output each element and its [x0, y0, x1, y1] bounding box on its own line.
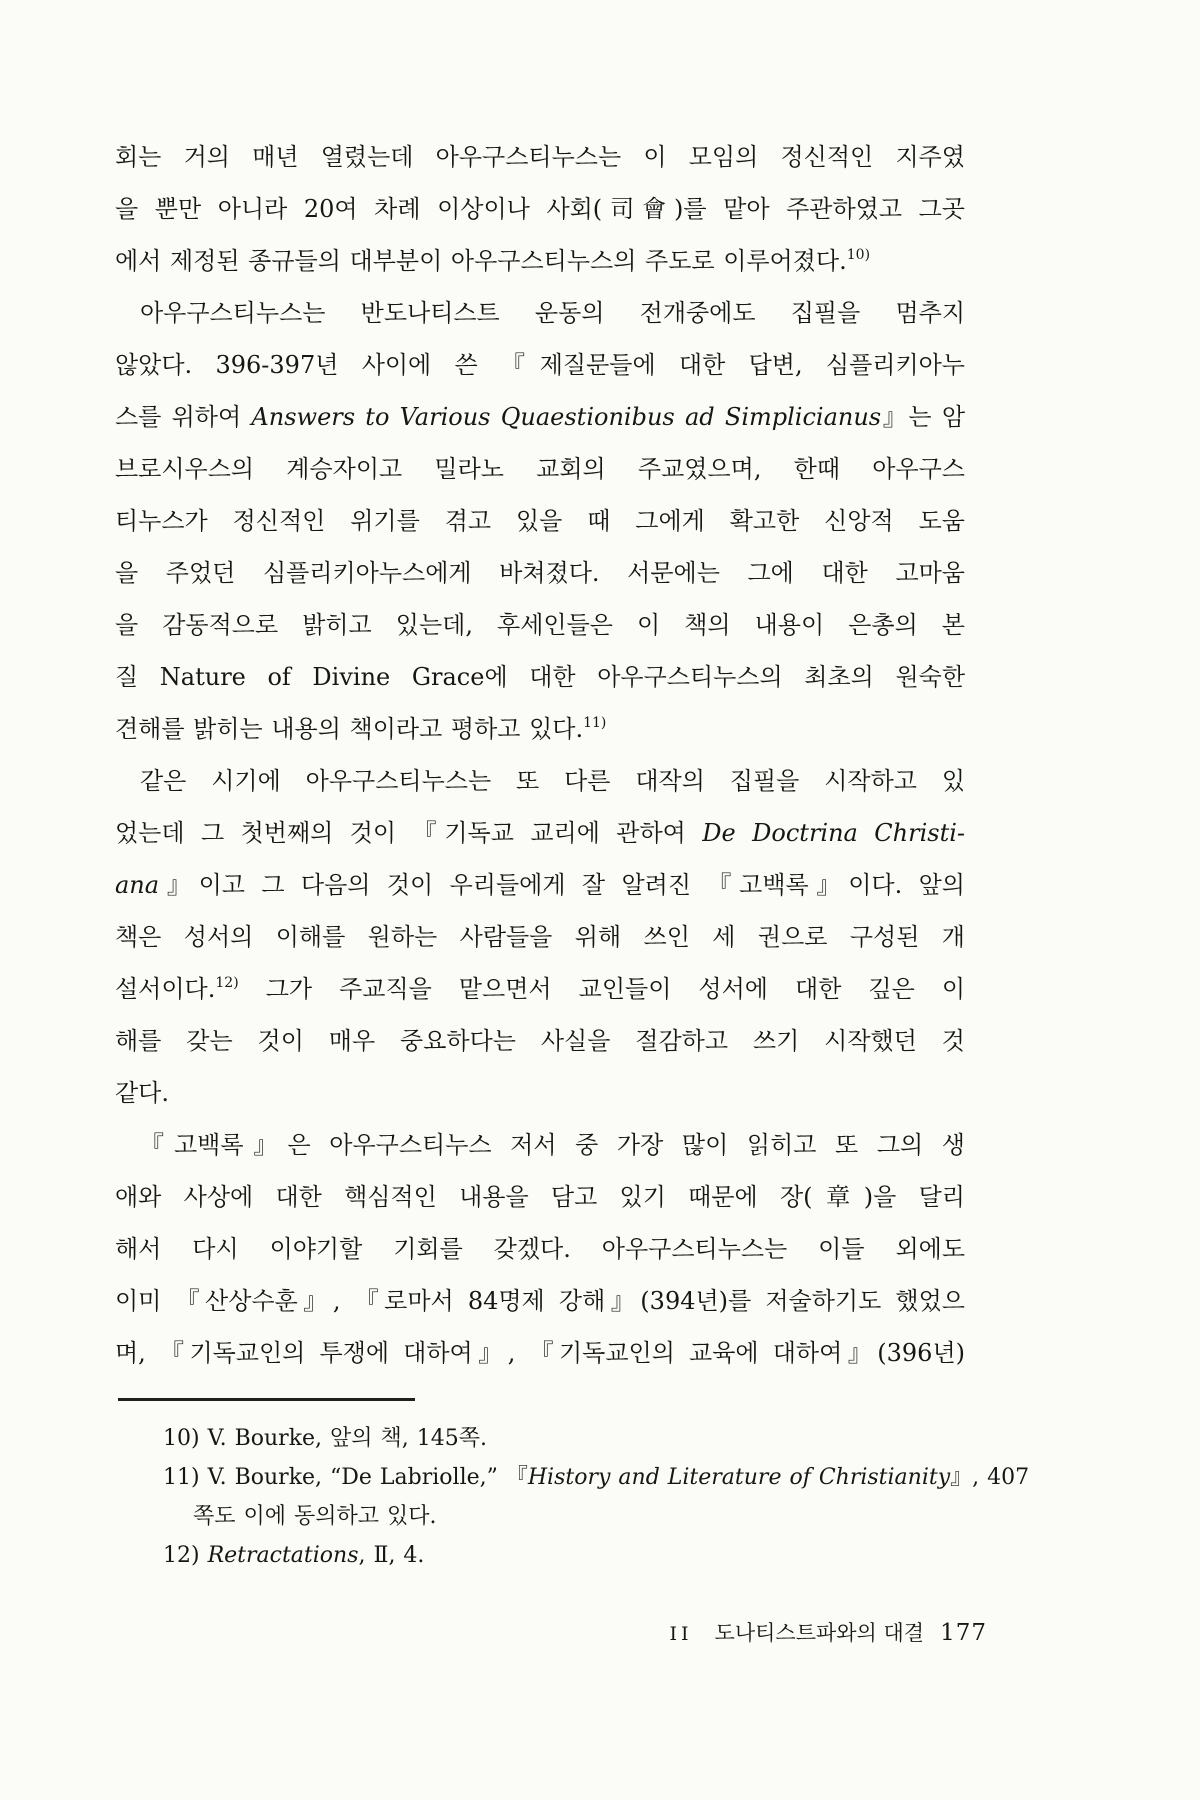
latin-italic-text: De Doctrina Christi-	[702, 819, 966, 847]
footer-section-number: II	[669, 1623, 693, 1645]
text-line	[115, 1275, 965, 1327]
text-segment: 견해를 밝히는 내용의 책이라고 평하고 있다.	[115, 715, 584, 743]
text-segment: 않았다. 396-397년 사이에 쓴 『제질문들에 대한 답변, 심플리키아누	[115, 351, 965, 379]
text-segment: 』이고 그 다음의 것이 우리들에게 잘 알려진 『고백록』이다. 앞의	[159, 871, 965, 899]
text-line	[115, 183, 965, 235]
text-segment: 그가 주교직을 맡으면서 교인들이 성서에 대한 깊은 이	[238, 975, 965, 1003]
text-line	[115, 235, 965, 287]
text-line	[115, 755, 965, 807]
text-segment: 며, 『기독교인의 투쟁에 대하여』, 『기독교인의 교육에 대하여』(396년)	[115, 1339, 965, 1367]
text-segment: 같다.	[115, 1079, 169, 1107]
footer-page-number: 177	[940, 1620, 987, 1646]
latin-italic-text: ana	[115, 871, 160, 899]
text-segment: 책은 성서의 이해를 원하는 사람들을 위해 쓰인 세 권으로 구성된 개	[115, 923, 965, 951]
text-line	[115, 963, 965, 1015]
footnote-continuation-line	[163, 1497, 1098, 1536]
text-line	[115, 391, 965, 443]
text-segment: 었는데 그 첫번째의 것이 『기독교 교리에 관하여	[115, 819, 703, 847]
text-segment: 『고백록』은 아우구스티누스 저서 중 가장 많이 읽히고 또 그의 생	[140, 1131, 965, 1159]
text-line	[115, 1327, 965, 1379]
text-segment: 질 Nature of Divine Grace에 대한 아우구스티누스의 최초의 원숙한	[115, 663, 965, 691]
latin-italic-text: Retractations	[207, 1543, 359, 1568]
text-segment: 티누스가 정신적인 위기를 겪고 있을 때 그에게 확고한 신앙적 도움	[115, 507, 965, 535]
text-segment: 』는 암	[881, 403, 965, 431]
footnote-reference-marker: 12)	[215, 975, 239, 991]
latin-italic-text: History and Literature of Christianity	[527, 1465, 951, 1490]
text-line	[115, 599, 965, 651]
text-line	[115, 547, 965, 599]
text-line	[115, 651, 965, 703]
text-line	[115, 1223, 965, 1275]
text-line	[115, 1067, 965, 1119]
footnotes-list	[163, 1419, 1098, 1575]
text-segment: 해서 다시 이야기할 기회를 갖겠다. 아우구스티누스는 이들 외에도	[115, 1235, 965, 1263]
text-segment: 12)	[163, 1543, 208, 1568]
footer-section-title: 도나티스트파와의 대결	[714, 1621, 925, 1645]
text-line	[115, 495, 965, 547]
text-line	[115, 1015, 965, 1067]
text-line	[115, 911, 965, 963]
text-segment: 스를 위하여	[115, 403, 252, 431]
text-segment: 을 뿐만 아니라 20여 차례 이상이나 사회(司會)를 맡아 주관하였고 그곳	[115, 195, 965, 223]
text-line	[115, 443, 965, 495]
text-segment: 』, 407	[950, 1465, 1030, 1490]
text-segment: , Ⅱ, 4.	[358, 1543, 425, 1568]
text-segment: 쪽도 이에 동의하고 있다.	[193, 1504, 437, 1529]
footnote-reference-marker: 11)	[583, 715, 607, 731]
footnote-item	[163, 1419, 1098, 1458]
text-segment: 회는 거의 매년 열렸는데 아우구스티누스는 이 모임의 정신적인 지주였	[115, 143, 965, 171]
text-line	[115, 339, 965, 391]
text-segment: 이미 『산상수훈』, 『로마서 84명제 강해』(394년)를 저술하기도 했었으	[115, 1287, 965, 1315]
text-line	[115, 1119, 965, 1171]
text-segment: 아우구스티누스는 반도나티스트 운동의 전개중에도 집필을 멈추지	[140, 299, 965, 327]
text-segment: 브로시우스의 계승자이고 밀라노 교회의 주교였으며, 한때 아우구스	[115, 455, 965, 483]
text-segment: 애와 사상에 대한 핵심적인 내용을 담고 있기 때문에 장(章)을 달리	[115, 1183, 965, 1211]
text-line	[115, 287, 965, 339]
text-line	[115, 1171, 965, 1223]
text-segment: 설서이다.	[115, 975, 216, 1003]
footnote-line	[163, 1536, 1098, 1575]
footnote-item	[163, 1536, 1098, 1575]
footnote-line	[163, 1458, 1098, 1497]
body-text	[115, 131, 965, 1379]
text-segment: 을 주었던 심플리키아누스에게 바쳐졌다. 서문에는 그에 대한 고마움	[115, 559, 965, 587]
text-segment: 에서 제정된 종규들의 대부분이 아우구스티누스의 주도로 이루어졌다.	[115, 247, 847, 275]
footnote-separator-rule	[118, 1398, 415, 1401]
text-segment: 해를 갖는 것이 매우 중요하다는 사실을 절감하고 쓰기 시작했던 것	[115, 1027, 965, 1055]
footnote-item	[163, 1458, 1098, 1536]
footnote-line	[163, 1419, 1098, 1458]
text-segment: 10) V. Bourke, 앞의 책, 145쪽.	[163, 1426, 488, 1451]
running-footer	[0, 1616, 987, 1651]
text-line	[115, 703, 965, 755]
latin-italic-text: Answers to Various Quaestionibus ad Simplicianus	[251, 403, 882, 431]
text-line	[115, 807, 965, 859]
text-line	[115, 859, 965, 911]
text-segment: 11) V. Bourke, “De Labriolle,” 『	[163, 1465, 528, 1490]
text-segment: 같은 시기에 아우구스티누스는 또 다른 대작의 집필을 시작하고 있	[140, 767, 965, 795]
text-segment: 을 감동적으로 밝히고 있는데, 후세인들은 이 책의 내용이 은총의 본	[115, 611, 965, 639]
text-line	[115, 131, 965, 183]
footnote-reference-marker: 10)	[846, 247, 871, 263]
